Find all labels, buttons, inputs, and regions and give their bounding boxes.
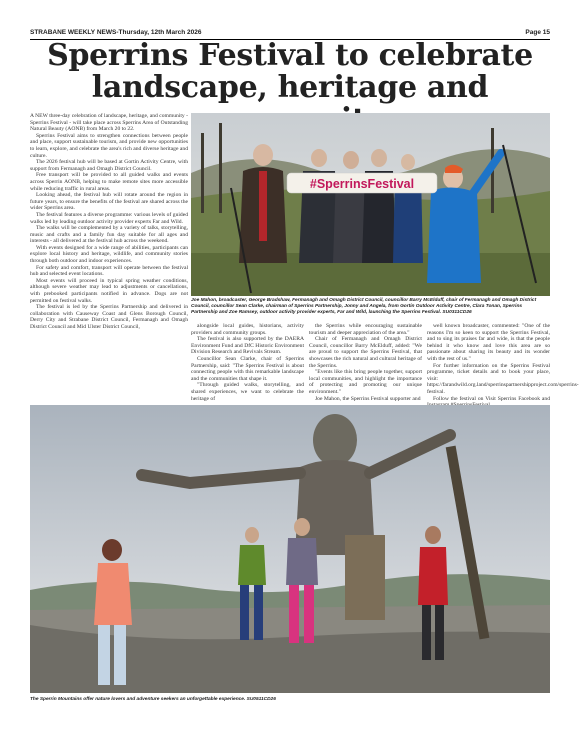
paragraph: Most events will proceed in typical spring weather conditions, although severe weather may lead to adjustments or cancellations, with prebooked participants notified in advance. Dogs are not permitted on festival walks. [30, 277, 188, 304]
headline-line-1: Sperrins Festival to celebrate [47, 38, 533, 73]
paragraph: Sperrins Festival aims to strengthen connections between people and place, support sustainable tourism, and provide new opportunities to learn, explore, and celebrate the area's rich and diverse heritage and culture. [30, 132, 188, 159]
paragraph: With events designed for a wide range of abilities, participants can explore local history and heritage, wildlife, and community stories through both outdoor and indoor experiences. [30, 244, 188, 265]
masthead: STRABANE WEEKLY NEWS-Thursday, 12th March 2026 Page 15 [30, 27, 550, 40]
paragraph: Follow the festival on Visit Sperrins Facebook and [433, 395, 550, 402]
launch-photo-caption: Joe Mahon, broadcaster, George Bradshaw, Fermanagh and Omagh District Council, councillor Barry McElduff, chair of Fermanagh and Omagh District Council, councillor Sean Clarke, chairman of Sperrins Partnership, Jonny and Angela, from Gortin Outdoor Activity Centre, Clara Tonan, Sperrins Partnership and Zoe Ramsey, outdoor activity provider experts, Far and Wild, launching the Sperrins Festival. SU0311CD26 [191, 298, 537, 315]
paragraph: The 2026 festival hub will be based at Gortin Activity Centre, with support from Fermanagh and Omagh District Council. [30, 159, 188, 172]
sculpture-photo [30, 405, 550, 693]
paragraph: "Events like this bring people together, support local communities, and highlight the importance of protecting and promoting our unique environment." [309, 369, 422, 395]
paragraph: Free transport will be provided to all guided walks and events across Sperrin AONB, helping to make remote sites more accessible while reducing traffic in rural areas. [30, 172, 188, 192]
paragraph: well known broadcaster, commented: "One of the reasons I'm so keen to support the Sperrins Festival, and to sing its praises far and wide, is that the people behind it who know and love this area are so passionate about sharing its beauty and its wonder with the rest of us." [427, 323, 550, 362]
article-column-4 [427, 323, 579, 409]
paragraph: The festival features a diverse programme: various levels of guided walks led by leading outdoor activity provider experts Far and Wild. [30, 211, 188, 225]
article-column-3 [309, 323, 422, 402]
masthead-date: Thursday, 12th March 2026 [118, 29, 202, 36]
masthead-paper: STRABANE WEEKLY NEWS [30, 29, 117, 36]
paragraph: the Sperrins while encouraging sustainable tourism and deeper appreciation of the area." [309, 323, 422, 336]
page-number: Page 15 [525, 29, 550, 36]
paragraph: The festival is also supported by the DAERA Environment Fund and DfC Historic Environment Division Research and Revivals Stream. [191, 336, 304, 356]
sculpture-photo-image [30, 405, 550, 693]
headline-line-2: landscape, heritage and [91, 70, 489, 105]
paragraph: "Through guided walks, storytelling, and shared experiences, we want to celebrate the heritage of [191, 382, 304, 402]
article-column-2 [191, 323, 304, 402]
article-column-1 [30, 113, 188, 331]
paragraph: The festival is led by the Sperrins Partnership and delivered in collaboration with Causeway Coast and Glens Borough Council, Derry City and Strabane District Council, Fermanagh and Omagh District Council and Mid Ulster District Council, [30, 304, 188, 330]
paragraph: For further information on the Sperrins Festival programme, ticket details and to book your place, visit: https://farandwild.org.land/sperrinspartnershipproject.com/sperrins-festival. [427, 362, 579, 395]
launch-photo [191, 113, 550, 296]
paragraph: Joe Mahon, the Sperrins Festival supporter and [315, 395, 421, 402]
banner-text: #SperrinsFestival [309, 177, 415, 191]
paragraph: For safety and comfort, transport will operate between the festival hub and selected event locations. [30, 264, 188, 278]
launch-photo-image [191, 113, 550, 296]
paragraph: Looking ahead, the festival hub will rotate around the region in future years, to ensure the benefits of the festival are shared across the wider Sperrins area. [30, 192, 188, 212]
paragraph: Chair of Fermanagh and Omagh District Council, councillor Barry McElduff, added: "We are proud to support the Sperrins Festival, that showcases the rich natural and cultural heritage of the Sperrins. [309, 336, 422, 369]
paragraph: The walks will be complemented by a variety of talks, storytelling, music and crafts and a family fun day suitable for all ages and interests - all delivered at the festival hub across the weekend. [30, 225, 188, 245]
paragraph: Councillor Sean Clarke, chair of Sperrins Partnership, said: "The Sperrins Festival is about connecting people with this remarkable landscape and the communities that shape it. [191, 355, 304, 382]
sculpture-photo-caption: The Sperrin Mountains offer nature lovers and adventure seekers an unforgettable experience. SU0511CD26 [30, 697, 276, 702]
paragraph: A NEW three-day celebration of landscape, heritage, and community - Sperrins Festival - will take place across Sperrins Area of Outstanding Natural Beauty (AONB) from March 20 to 22. [30, 113, 188, 133]
paragraph: alongside local guides, historians, activity providers and community groups. [191, 323, 304, 336]
